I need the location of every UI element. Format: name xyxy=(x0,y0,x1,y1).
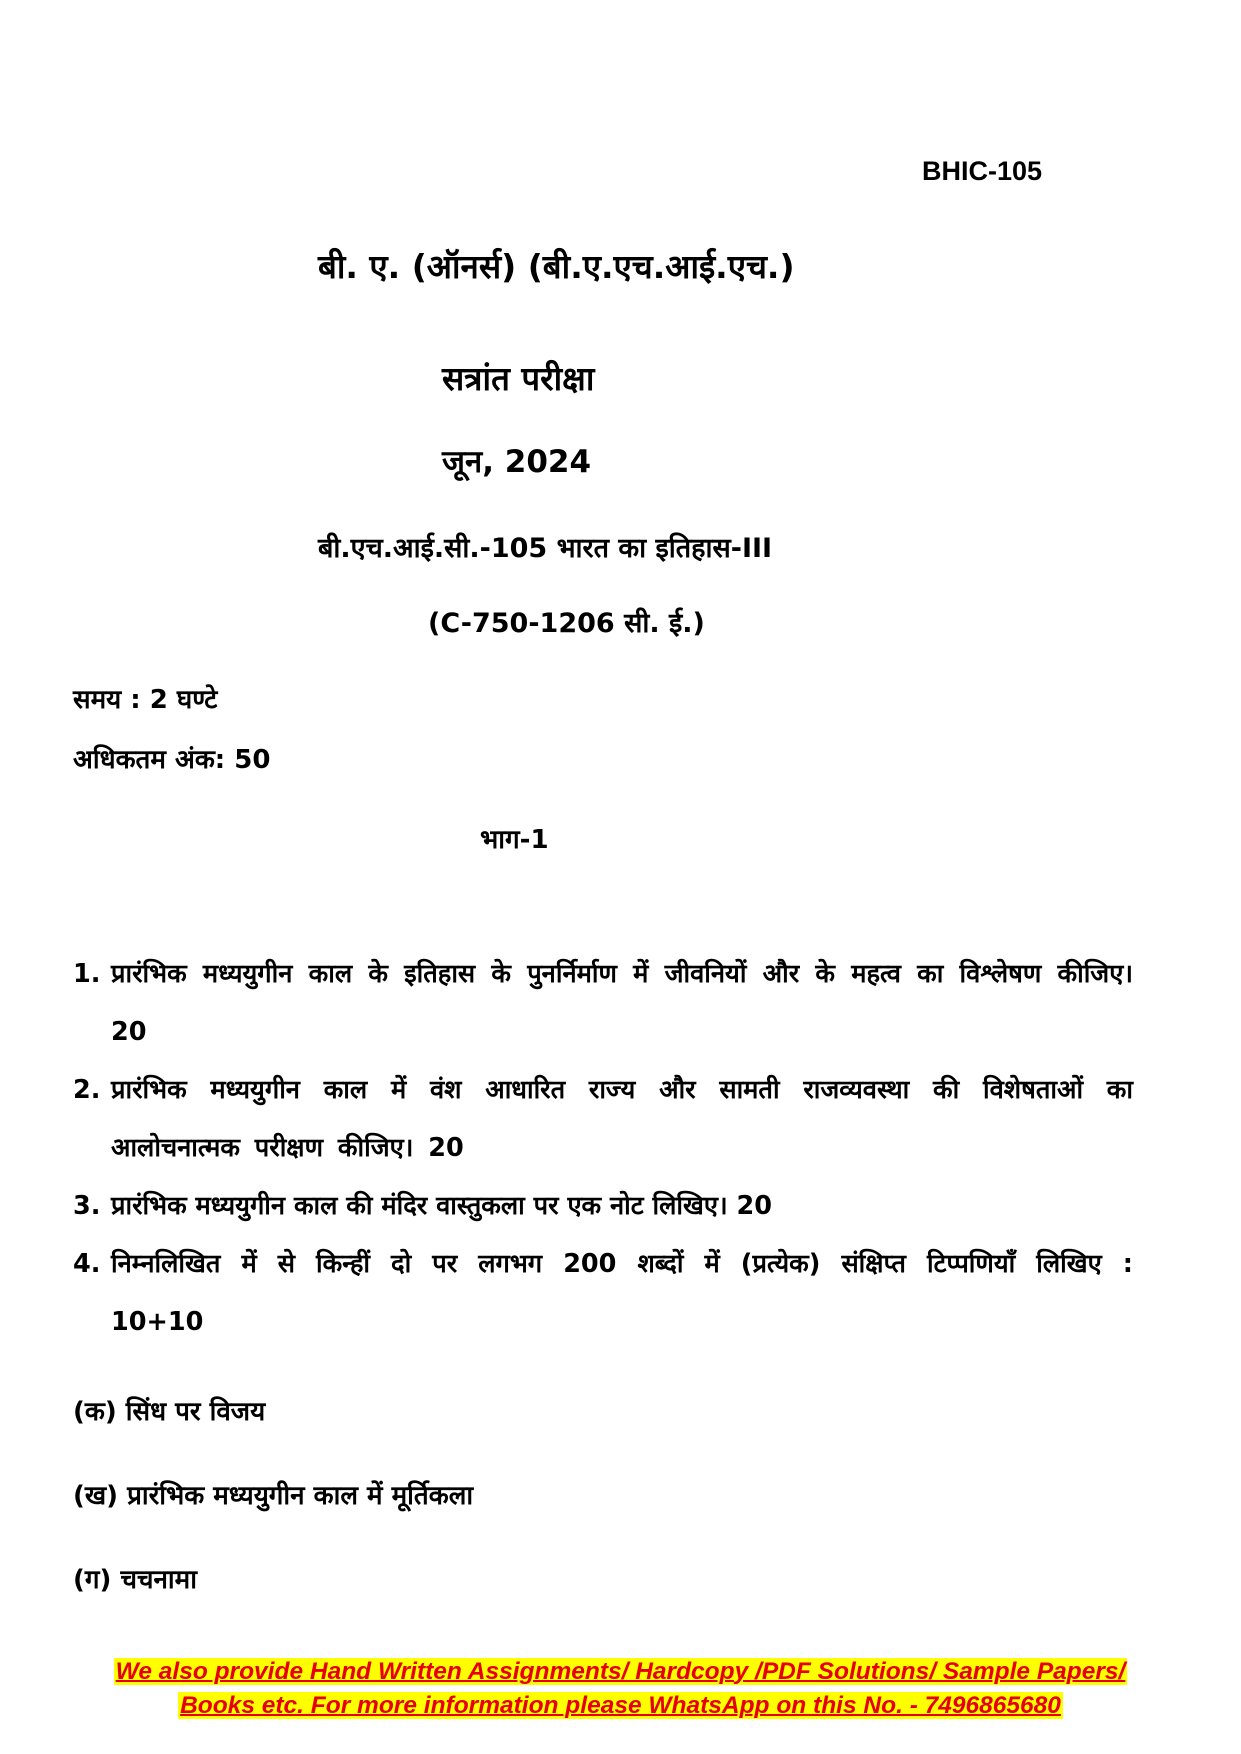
question-text: प्रारंभिक मध्ययुगीन काल की मंदिर वास्तुकला पर एक नोट लिखिए। 20 xyxy=(111,1191,772,1221)
question-item xyxy=(73,1061,1133,1177)
sub-question-label: (ग) xyxy=(73,1565,112,1595)
exam-type: सत्रांत परीक्षा xyxy=(442,359,595,398)
question-number: 3. xyxy=(73,1191,101,1221)
course-period: (C-750-1206 सी. ई.) xyxy=(428,608,705,639)
section-title: भाग-1 xyxy=(480,825,549,855)
course-title: बी.एच.आई.सी.-105 भारत का इतिहास-III xyxy=(318,533,773,564)
sub-question xyxy=(73,1476,473,1512)
question-text: प्रारंभिक मध्ययुगीन काल के इतिहास के पुनर्निर्माण में जीवनियों और के महत्व का विश्लेषण कीजिए। 20 xyxy=(111,959,1133,1047)
question-text: प्रारंभिक मध्ययुगीन काल में वंश आधारित राज्य और सामती राजव्यवस्था की विशेषताओं का आलोचनात्मक परीक्षण कीजिए। 20 xyxy=(111,1075,1133,1163)
promo-line-2: Books etc. For more information please WhatsApp on this No. - 7496865680 xyxy=(180,1692,1061,1719)
exam-date: जून, 2024 xyxy=(442,444,592,480)
question-number: 4. xyxy=(73,1249,101,1279)
question-item xyxy=(73,945,1133,1061)
time-allowed: समय : 2 घण्टे xyxy=(73,685,218,715)
promo-line-1: We also provide Hand Written Assignments/ Hardcopy /PDF Solutions/ Sample Papers/ xyxy=(115,1658,1126,1685)
question-number: 2. xyxy=(73,1075,101,1105)
sub-question-text: चचनामा xyxy=(120,1565,197,1595)
max-marks: अधिकतम अंक: 50 xyxy=(73,745,271,775)
program-title: बी. ए. (ऑनर्स) (बी.ए.एच.आई.एच.) xyxy=(318,247,795,286)
question-text: निम्नलिखित में से किन्हीं दो पर लगभग 200 शब्दों में (प्रत्येक) संक्षिप्त टिप्पणियाँ लिखिए : 10+10 xyxy=(111,1249,1133,1337)
sub-question xyxy=(73,1392,265,1428)
course-code: BHIC-105 xyxy=(922,156,1043,186)
sub-question xyxy=(73,1560,197,1596)
question-item xyxy=(73,1177,1133,1235)
sub-question-text: सिंध पर विजय xyxy=(125,1397,266,1427)
sub-question-label: (ख) xyxy=(73,1481,119,1511)
question-item xyxy=(73,1235,1133,1351)
sub-question-label: (क) xyxy=(73,1397,117,1427)
promo-banner xyxy=(0,1655,1241,1723)
question-number: 1. xyxy=(73,959,101,989)
sub-question-text: प्रारंभिक मध्ययुगीन काल में मूर्तिकला xyxy=(127,1481,474,1511)
question-list xyxy=(73,945,1133,1351)
